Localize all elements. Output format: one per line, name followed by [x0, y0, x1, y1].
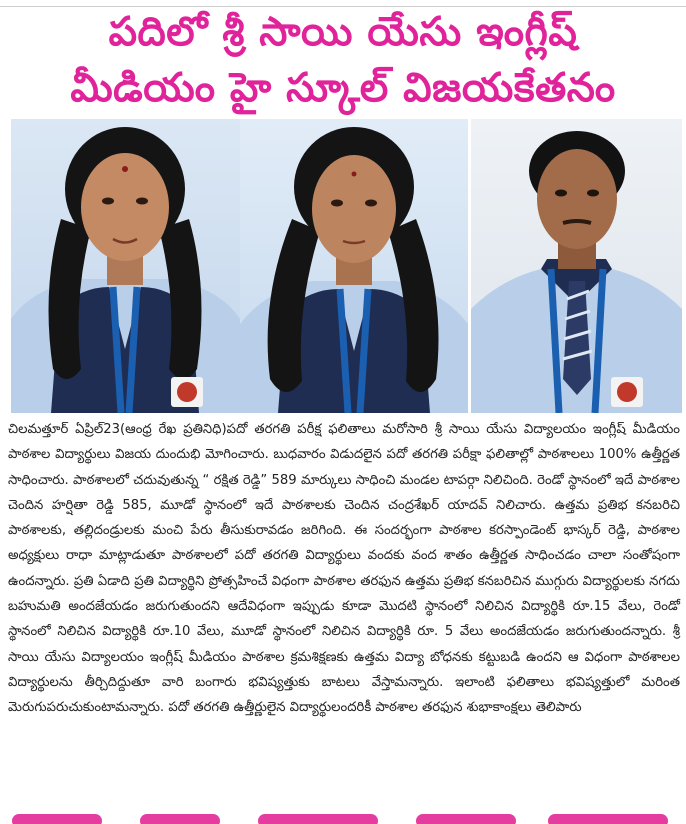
cutoff-fragment — [548, 814, 668, 824]
cutoff-fragment — [140, 814, 220, 824]
cutoff-fragment — [258, 814, 378, 824]
headline-line-1: పదిలో శ్రీ సాయి యేసు ఇంగ్లీష్ — [108, 9, 578, 55]
student-photo-3 — [471, 119, 682, 413]
student-photo-2 — [240, 119, 468, 413]
article-body: చిలమత్తూర్ ఏప్రిల్23(ఆంధ్ర రేఖ ప్రతినిధి)పదో తరగతి పరీక్ష ఫలితాలు మరోసారి శ్రీ సాయి యేసు విద్యాలయం ఇంగ్లీష్ మీడియం పాఠశాల విద్యార్థులు విజయ దుందుభి మోగించారు. బుధవారం విడుదలైన పదో తరగతి పరీక్షా ఫలితాల్లో పాఠశాలలు 100% ఉత్తీర్ణత సాధించారు. పాఠశాలలో చదువుతున్న “ రక్షిత రెడ్డి” 589 మార్కులు సాధించి మండల టాపర్గా నిలిచింది. రెండో స్థానంలో ఇదే పాఠశాల చెందిన హర్షితా రెడ్డి 585, మూడో స్థానంలో ఇదే పాఠశాలకు చెందిన చంద్రశేఖర్ యాదవ్ నిలిచారు. ఉత్తమ ప్రతిభ కనబరిచి పాఠశాలకు, తల్లిదండ్రులకు మంచి పేరు తీసుకురావడం జరిగింది. ఈ సందర్భంగా పాఠశాల కరస్పాండెంట్ భాస్కర్ రెడ్డి, పాఠశాల అధ్యక్షులు రాధా మాట్లాడుతూ పాఠశాలలో పదో తరగతి విద్యార్థులు వందకు వంద శాతం ఉత్తీర్ణత సాధించడం చాలా సంతోషంగా ఉందన్నారు. ప్రతి ఏడాది ప్రతి విద్యార్థిని ప్రోత్సహించే విధంగా పాఠశాల తరఫున ఉత్తమ ప్రతిభ కనబరిచిన ముగ్గురు విద్యార్థులకు నగదు బహుమతి అందజేయడం జరుగుతుందని ఆదేవిధంగా ఇప్పుడు కూడా మొదటి స్థానంలో నిలిచిన విద్యార్థికి రూ.15 వేలు, రెండో స్థానంలో నిలిచిన విద్యార్థికి రూ.10 వేలు, మూడో స్థానంలో నిలిచిన విద్యార్థికి రూ. 5 వేలు అందజేయడం జరుగుతుందన్నారు. శ్రీ సాయి యేసు విద్యాలయం ఇంగ్లీష్ మీడియం పాఠశాల క్రమశిక్షణకు ఉత్తమ విద్యా బోధనకు కట్టుబడి ఉందని ఆ విధంగా పాఠశాలల విద్యార్థులను తీర్చిదిద్దుతూ వారి బంగారు భవిష్యత్తుకు బాటలు వేస్తామన్నారు. ఇలాంటి ఫలితాలు భవిష్యత్తులో మరింత మెరుగుపరుచుకుంటామన్నారు. పదో తరగతి ఉత్తీర్ణులైన విద్యార్థులందరికీ పాఠశాల తరఫున శుభాకాంక్షలు తెలిపారు — [8, 422, 680, 716]
cutoff-fragment — [12, 814, 102, 824]
student-photo-1 — [11, 119, 240, 413]
headline-line-2: మీడియం హై స్కూల్ విజయకేతనం — [70, 65, 616, 111]
next-headline-cutoff — [0, 808, 686, 824]
cutoff-fragment — [416, 814, 516, 824]
